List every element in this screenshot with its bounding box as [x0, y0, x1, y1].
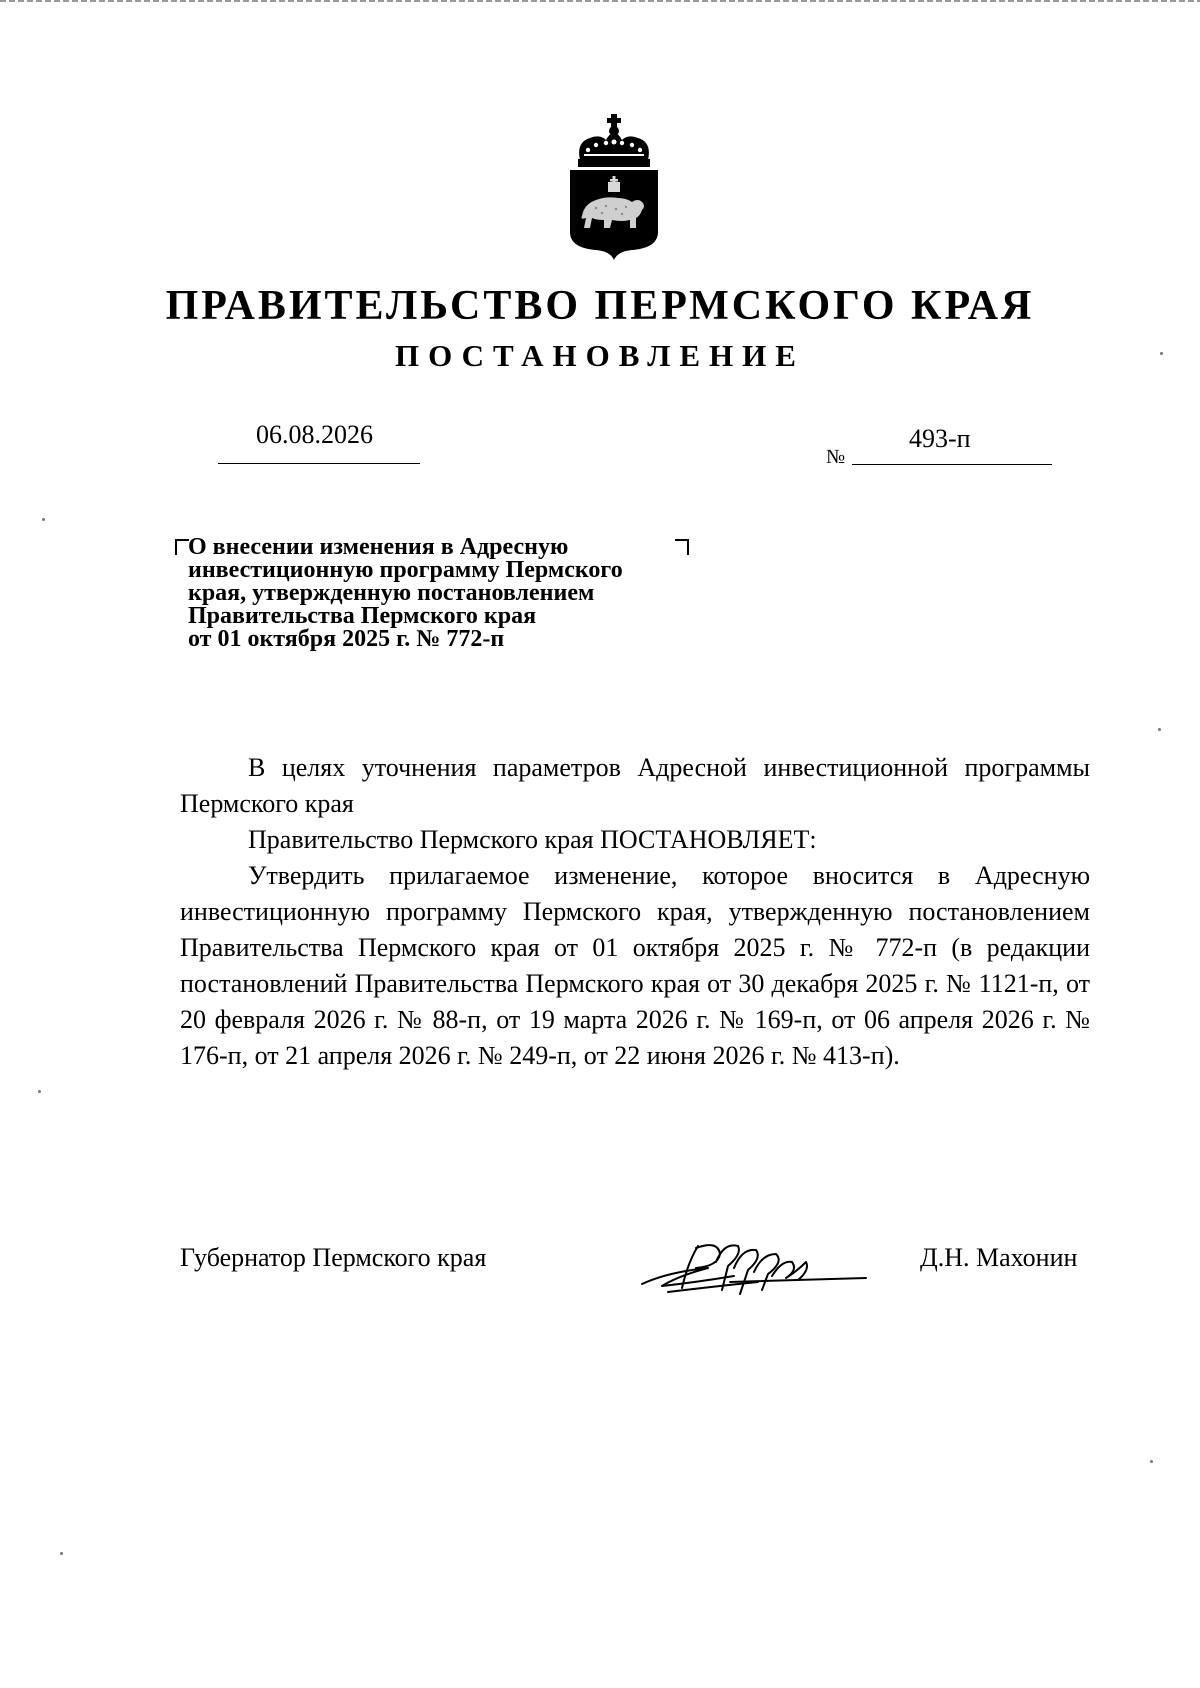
coat-of-arms-icon — [566, 112, 662, 262]
subject-bracket-left — [175, 539, 189, 555]
signatory-position: Губернатор Пермского края — [180, 1243, 487, 1272]
scan-speck — [60, 1552, 63, 1555]
subject-line: от 01 октября 2025 г. № 772-п — [188, 626, 505, 652]
body-paragraph: Утвердить прилагаемое изменение, которое вносится в Адресную инвестиционную программу Пермского края, утвержденную постановлением Правительства Пермского края от 01 октября 2025 г. № 772-п (в редакции постановлений Правительства Пермского края от 30 декабря 2025 г. № 1121-п, от 20 февраля 2026 г. № 88-п, от 19 марта 2026 г. № 169-п, от 06 апреля 2026 г. № 176-п, от 21 апреля 2026 г. № 249-п, от 22 июня 2026 г. № 413-п). — [180, 861, 1090, 1070]
document-number: 493-п — [909, 424, 971, 453]
scan-speck — [1160, 352, 1163, 355]
organization-title: ПРАВИТЕЛЬСТВО ПЕРМСКОГО КРАЯ — [165, 283, 1035, 329]
body-paragraph: В целях уточнения параметров Адресной инвестиционной программы Пермского края — [180, 753, 1090, 818]
number-sign: № — [826, 446, 846, 468]
signatory-name: Д.Н. Махонин — [920, 1243, 1078, 1272]
scan-speck — [42, 518, 45, 521]
scan-speck — [1158, 728, 1161, 731]
document-type-heading: ПОСТАНОВЛЕНИЕ — [395, 338, 805, 373]
document-date: 06.08.2026 — [256, 420, 373, 449]
body-paragraph: Правительство Пермского края ПОСТАНОВЛЯЕТ: — [248, 825, 817, 854]
scan-speck — [1150, 1460, 1153, 1463]
subject-line: края, утвержденную постановлением — [188, 580, 595, 606]
subject-line: инвестиционную программу Пермского — [188, 557, 623, 583]
scan-speck — [38, 1090, 41, 1093]
number-underline — [852, 464, 1052, 465]
date-underline — [218, 463, 420, 464]
document-subject — [188, 536, 728, 651]
handwritten-signature — [638, 1232, 868, 1298]
subject-line: О внесении изменения в Адресную — [188, 534, 569, 560]
scan-edge — [0, 0, 1200, 2]
document-body — [180, 750, 1090, 1074]
subject-line: Правительства Пермского края — [188, 603, 537, 629]
